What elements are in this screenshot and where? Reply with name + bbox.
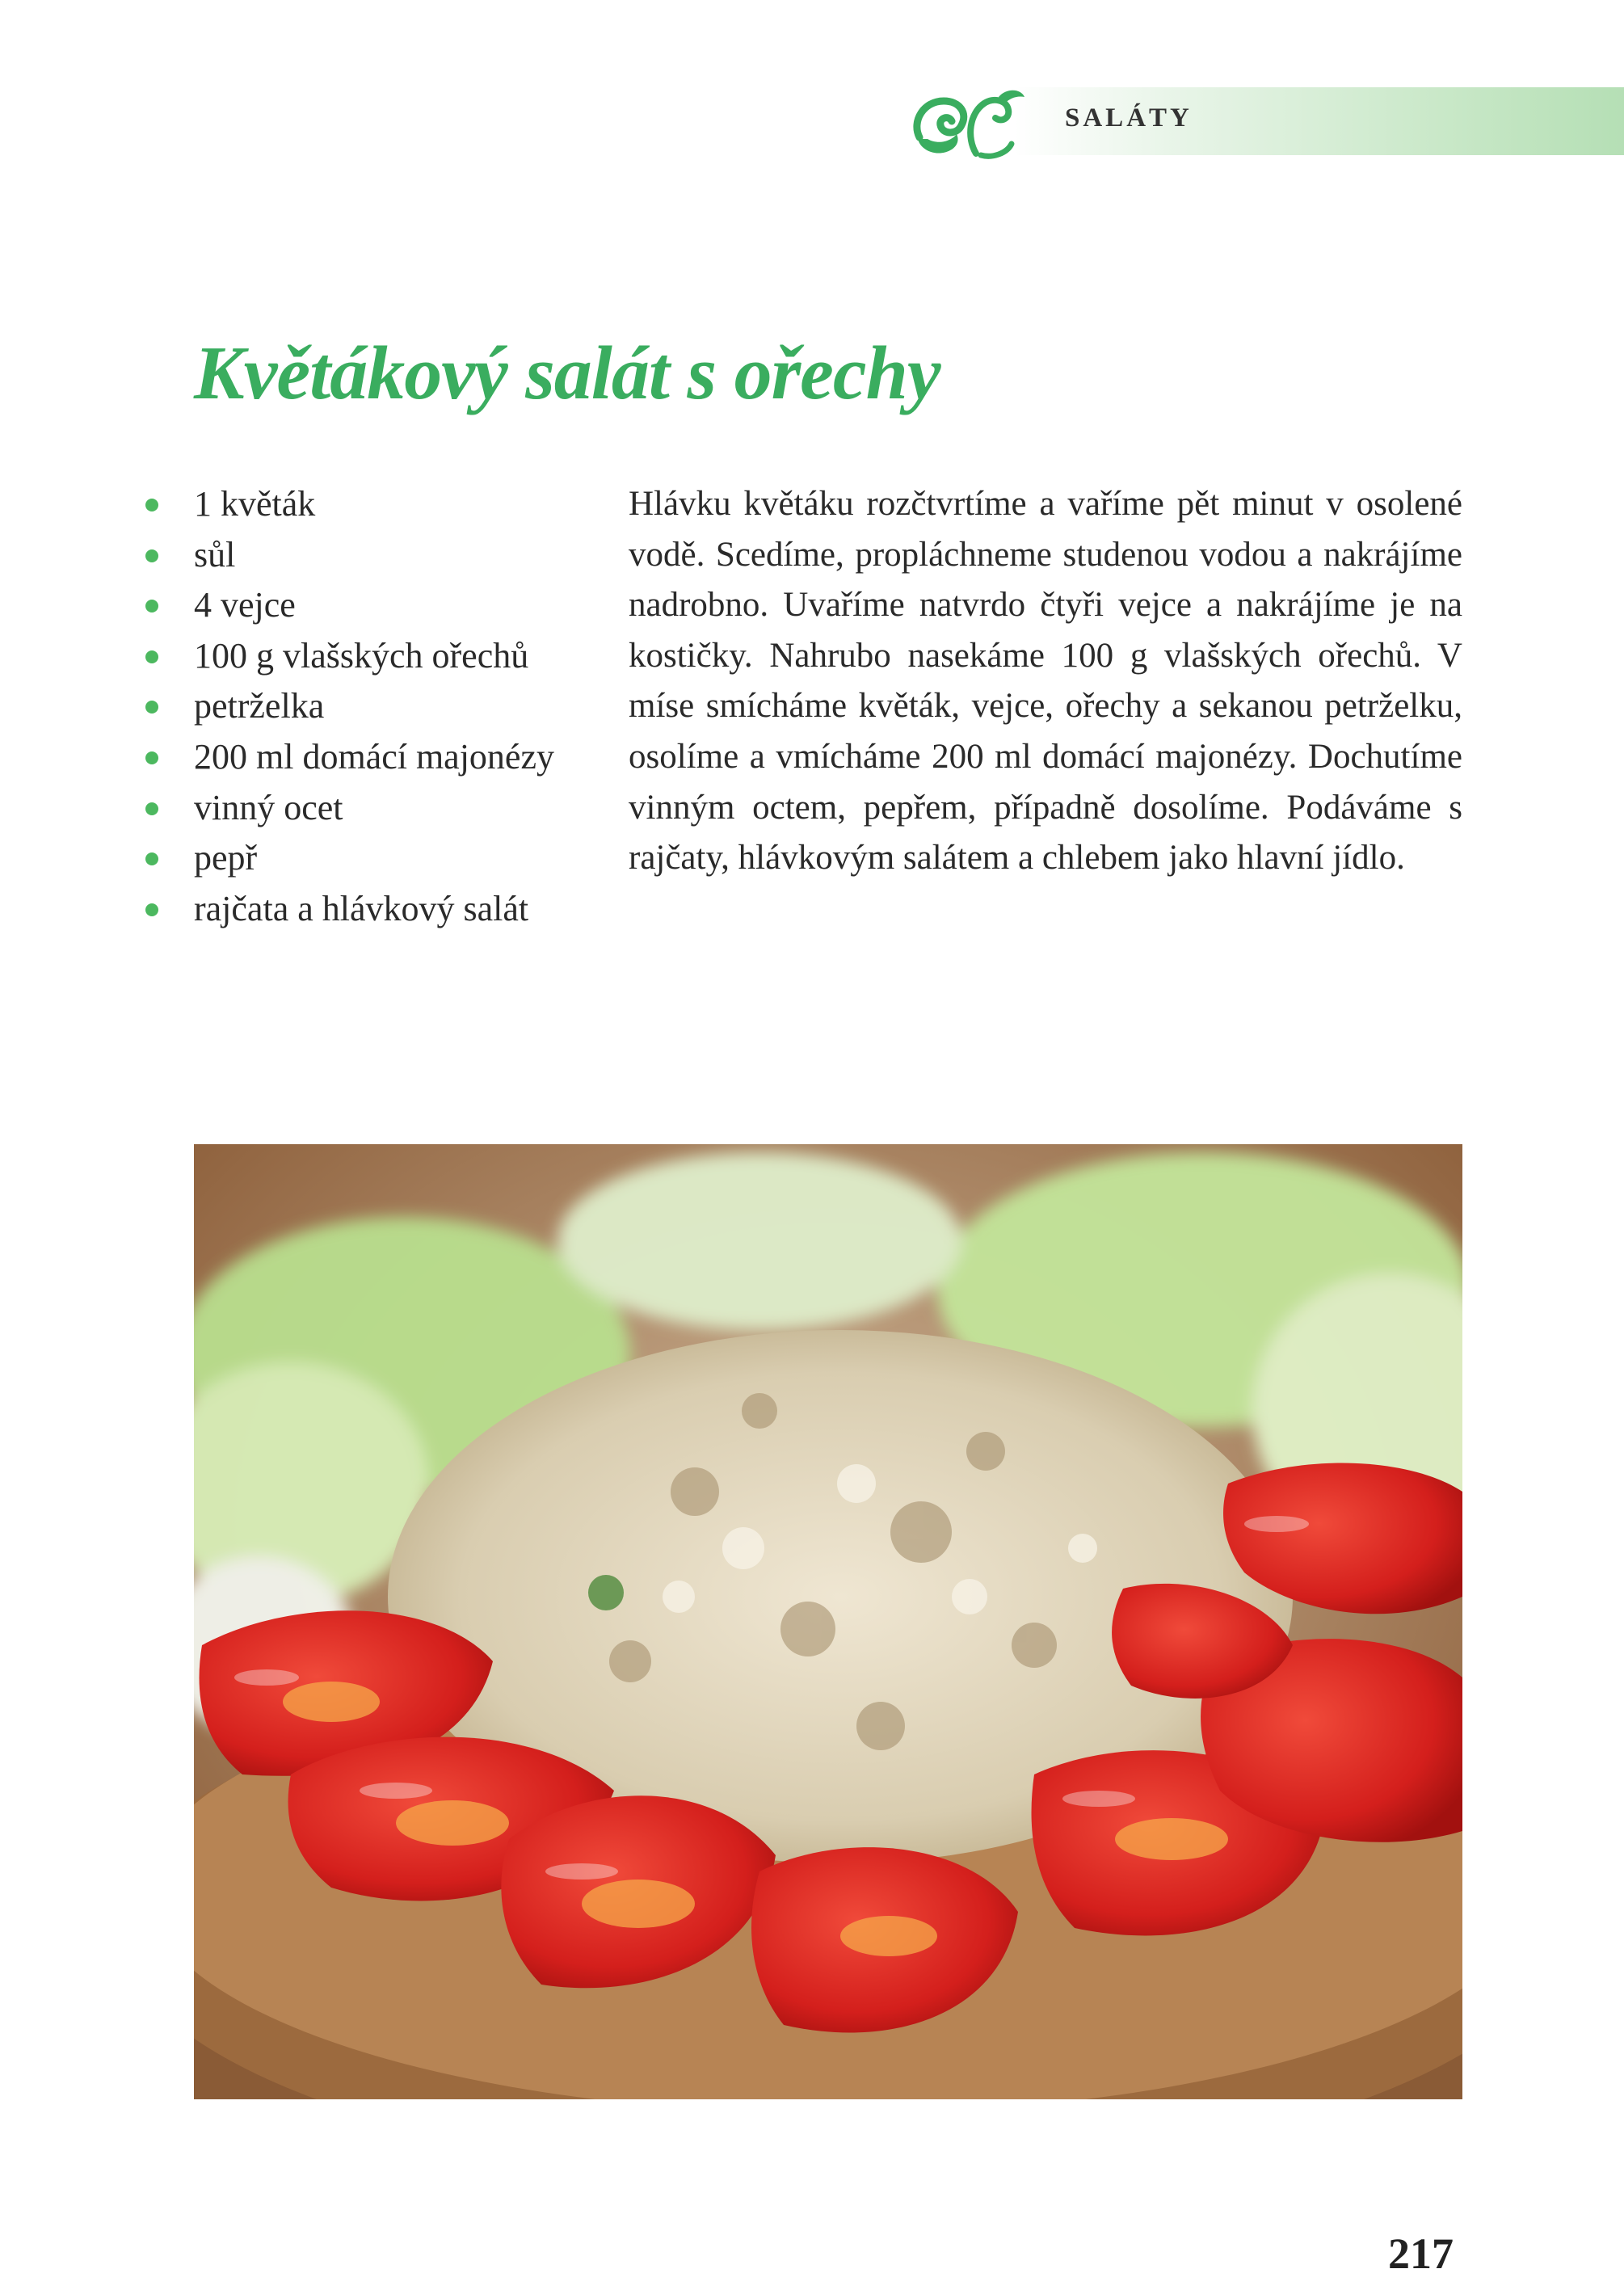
list-item: [145, 631, 554, 682]
list-item: [145, 884, 554, 935]
ingredient-label: 200 ml domácí majonézy: [194, 736, 554, 777]
list-item: [145, 580, 554, 631]
ingredient-label: 100 g vlašských ořechů: [194, 635, 529, 676]
list-item: [145, 530, 554, 581]
bullet-icon: [145, 751, 158, 764]
list-item: [145, 783, 554, 834]
bullet-icon: [145, 852, 158, 865]
page-number: 217: [1388, 2229, 1454, 2278]
leaf-swirl-icon: [903, 81, 1033, 162]
ingredient-list: [145, 479, 554, 934]
bullet-icon: [145, 903, 158, 916]
list-item: [145, 681, 554, 732]
list-item: [145, 479, 554, 530]
ingredient-label: 4 vejce: [194, 585, 296, 625]
ingredient-label: rajčata a hlávkový salát: [194, 888, 529, 928]
ingredient-label: 1 květák: [194, 484, 316, 524]
bullet-icon: [145, 499, 158, 511]
bullet-icon: [145, 701, 158, 714]
list-item: [145, 732, 554, 783]
section-label: SALÁTY: [1065, 103, 1193, 133]
ingredient-label: pepř: [194, 838, 258, 878]
method-text: Hlávku květáku rozčtvrtíme a vaříme pět minut v osolené vodě. Scedíme, propláchneme studenou vodou a nakrájíme nadrobno. Uvaříme natvrdo čtyři vejce a nakrájíme je na kostičky. Nahrubo nasekáme 100 g vlašských ořechů. V míse smícháme květák, vejce, ořechy a sekanou petrželku, osolíme a vmícháme 200 ml domácí majonézy. Dochutíme vinným octem, pepřem, případně dosolíme. Podáváme s rajčaty, hlávkovým salátem a chlebem jako hlavní jídlo.: [629, 485, 1462, 878]
recipe-title: Květákový salát s ořechy: [194, 331, 940, 415]
bullet-icon: [145, 650, 158, 663]
bullet-icon: [145, 802, 158, 815]
ingredient-label: sůl: [194, 534, 236, 575]
bullet-icon: [145, 549, 158, 562]
ingredient-label: vinný ocet: [194, 787, 343, 827]
bullet-icon: [145, 600, 158, 612]
list-item: [145, 833, 554, 884]
salad-photo: [194, 1144, 1462, 2099]
ingredient-label: petrželka: [194, 686, 325, 726]
